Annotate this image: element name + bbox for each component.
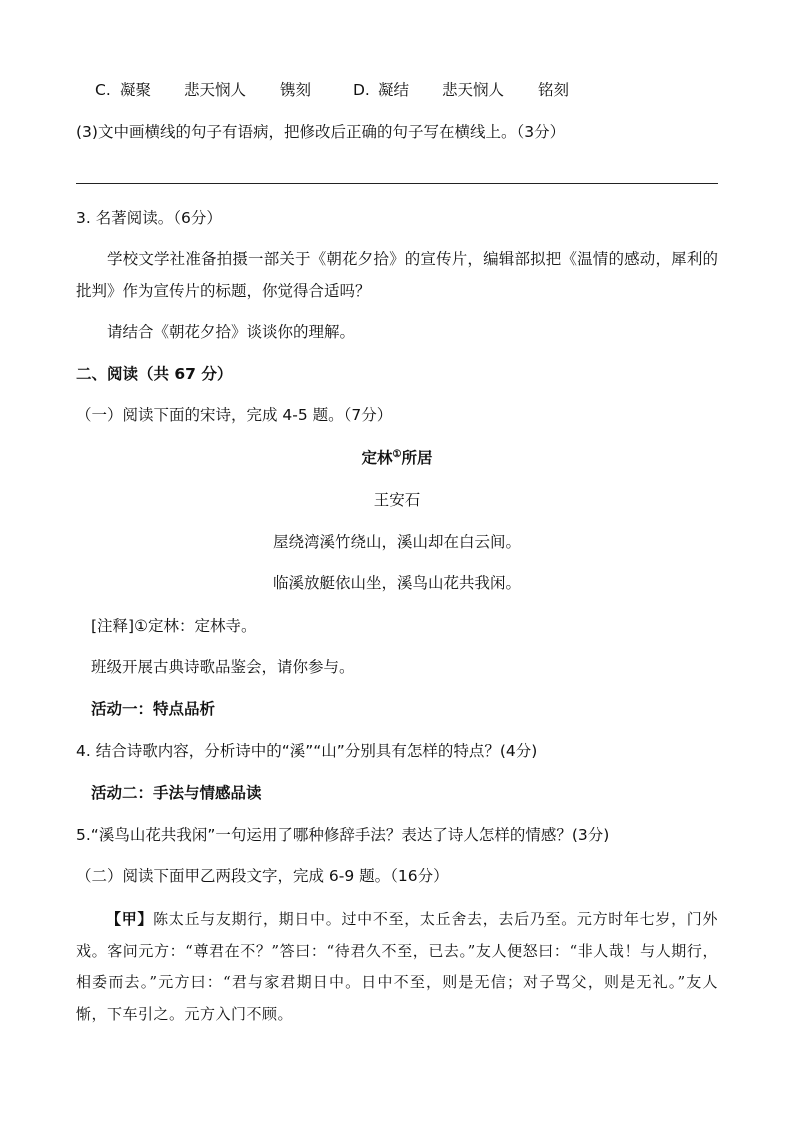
poem-title (0, 448, 794, 468)
option-d-word1: 凝结 (378, 81, 410, 99)
poem-title-part-a: 定林 (361, 448, 393, 467)
poem-title-part-b: 所居 (401, 448, 433, 467)
option-d-letter: D. (353, 81, 370, 99)
question-5: 5.“溪鸟山花共我闲”一句运用了哪种修辞手法？表达了诗人怎样的情感？(3分) (76, 826, 610, 844)
option-d-word2: 悲天悯人 (442, 81, 505, 99)
option-c-word3: 镌刻 (280, 81, 312, 99)
poem-line-1: 屋绕湾溪竹绕山，溪山却在白云间。 (272, 533, 521, 551)
poem-author: 王安石 (373, 491, 421, 509)
question-3-heading: 3. 名著阅读。（6分） (76, 209, 222, 227)
activity-intro: 班级开展古典诗歌品鉴会，请你参与。 (91, 658, 355, 676)
part-1-heading: （一）阅读下面的宋诗，完成 4-5 题。（7分） (76, 406, 393, 424)
poem-title-footnote-mark: ① (392, 448, 402, 460)
option-c-word1: 凝聚 (120, 81, 152, 99)
question-3-paragraph-2: 请结合《朝花夕拾》谈谈你的理解。 (107, 323, 356, 341)
poem-line-2: 临溪放艇依山坐，溪鸟山花共我闲。 (272, 574, 521, 592)
answer-line[interactable] (76, 183, 718, 184)
activity-1-heading: 活动一：特点品析 (91, 700, 216, 718)
activity-2-heading: 活动二：手法与情感品读 (91, 784, 262, 802)
section-2-title: 二、阅读（共 67 分） (76, 365, 233, 383)
passage-jia (76, 904, 718, 1030)
passage-jia-tag: 【甲】 (106, 910, 154, 928)
option-c-word2: 悲天悯人 (184, 81, 247, 99)
question-3-paragraph-1: 学校文学社准备拍摄一部关于《朝花夕拾》的宣传片，编辑部拟把《温情的感动，犀利的批判》作为宣传片的标题，你觉得合适吗？ (76, 250, 718, 300)
question-2-3: (3)文中画横线的句子有语病，把修改后正确的句子写在横线上。（3分） (76, 123, 566, 141)
option-d-word3: 铭刻 (538, 81, 570, 99)
question-4: 4. 结合诗歌内容，分析诗中的“溪”“山”分别具有怎样的特点？(4分) (76, 742, 538, 760)
part-2-heading: （二）阅读下面甲乙两段文字，完成 6-9 题。（16分） (76, 867, 449, 885)
poem-annotation: [注释]①定林：定林寺。 (91, 617, 257, 635)
option-c-letter: C. (95, 81, 111, 99)
passage-jia-text: 陈太丘与友期行，期日中。过中不至，太丘舍去，去后乃至。元方时年七岁，门外戏。客问元方：“尊君在不？”答曰：“待君久不至，已去。”友人便怒曰：“非人哉！与人期行，相委而去。”元方曰：“君与家君期日中。日中不至，则是无信；对子骂父，则是无礼。”友人惭，下车引之。元方入门不顾。 (76, 910, 718, 1023)
